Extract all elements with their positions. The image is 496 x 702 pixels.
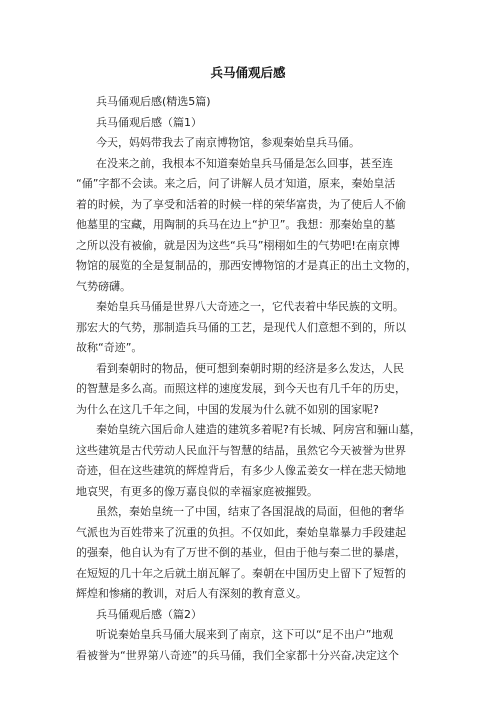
body-line: 故称“奇迹”。 <box>76 341 143 354</box>
body-line: 之所以没有被偷，就是因为这些“兵马”栩栩如生的气势吧!在南京博 <box>76 239 400 252</box>
body-line: 奇迹，但在这些建筑的辉煌背后，有多少人像孟姜女一样在悲天恸地 <box>76 464 406 477</box>
body-line: 的强秦，他自认为有了万世不倒的基业，但由于他与秦二世的暴虐， <box>76 546 406 559</box>
body-line: 听说秦始皇兵马俑大展来到了南京，这下可以“足不出户”地观 <box>96 628 394 641</box>
body-line: 为什么在这几千年之间，中国的发展为什么就不如别的国家呢? <box>76 403 379 416</box>
body-line: 物馆的展览的全是复制品的，那西安博物馆的才是真正的出土文物的， <box>76 259 417 272</box>
body-line: 着的时候，为了享受和活着的时候一样的荣华富贵，为了使后人不偷 <box>76 198 406 211</box>
body-line: 秦始皇统六国后命人建造的建筑多着呢?有长城、阿房宫和骊山墓， <box>96 423 421 436</box>
body-line: 辉煌和惨痛的教训，对后人有深刻的教育意义。 <box>76 587 307 600</box>
body-line: 兵马俑观后感(精选5篇) <box>96 95 211 108</box>
body-line: 这些建筑是古代劳动人民血汗与智慧的结晶，虽然它今天被誉为世界 <box>76 444 406 457</box>
body-line: 秦始皇兵马俑是世界八大奇迹之一，它代表着中华民族的文明。 <box>96 300 404 313</box>
body-line: 今天，妈妈带我去了南京博物馆，参观秦始皇兵马俑。 <box>96 136 360 149</box>
document-title: 兵马俑观后感 <box>210 65 286 80</box>
body-line: 气派也为百姓带来了沉重的负担。不仅如此，秦始皇靠暴力手段建起 <box>76 526 406 539</box>
body-line: 看到秦朝时的物品，便可想到秦朝时期的经济是多么发达，人民 <box>96 362 404 375</box>
body-line: 气势磅礴。 <box>76 280 131 293</box>
body-line: 在没来之前，我根本不知道秦始皇兵马俑是怎么回事，甚至连 <box>96 157 393 170</box>
body-line: 那宏大的气势，那制造兵马俑的工艺，是现代人们意想不到的，所以 <box>76 321 406 334</box>
body-line: 看被誉为“世界第八奇迹”的兵马俑，我们全家都十分兴奋,决定这个 <box>76 649 399 662</box>
body-line: 地哀哭，有更多的像万嘉良似的幸福家庭被摧毁。 <box>76 485 318 498</box>
body-line: 兵马俑观后感（篇2） <box>96 608 202 621</box>
body-line: 虽然，秦始皇统一了中国，结束了各国混战的局面，但他的奢华 <box>96 505 404 518</box>
body-line: 的智慧是多么高。而照这样的速度发展，到今天也有几千年的历史， <box>76 382 406 395</box>
body-line: 他墓里的宝藏，用陶制的兵马在边上“护卫”。我想：那秦始皇的墓 <box>76 218 396 231</box>
body-line: “俑”字都不会读。来之后，问了讲解人员才知道，原来，秦始皇活 <box>76 177 396 190</box>
body-line: 兵马俑观后感（篇1） <box>96 116 202 129</box>
body-line: 在短短的几十年之后就土崩瓦解了。秦朝在中国历史上留下了短暂的 <box>76 567 406 580</box>
